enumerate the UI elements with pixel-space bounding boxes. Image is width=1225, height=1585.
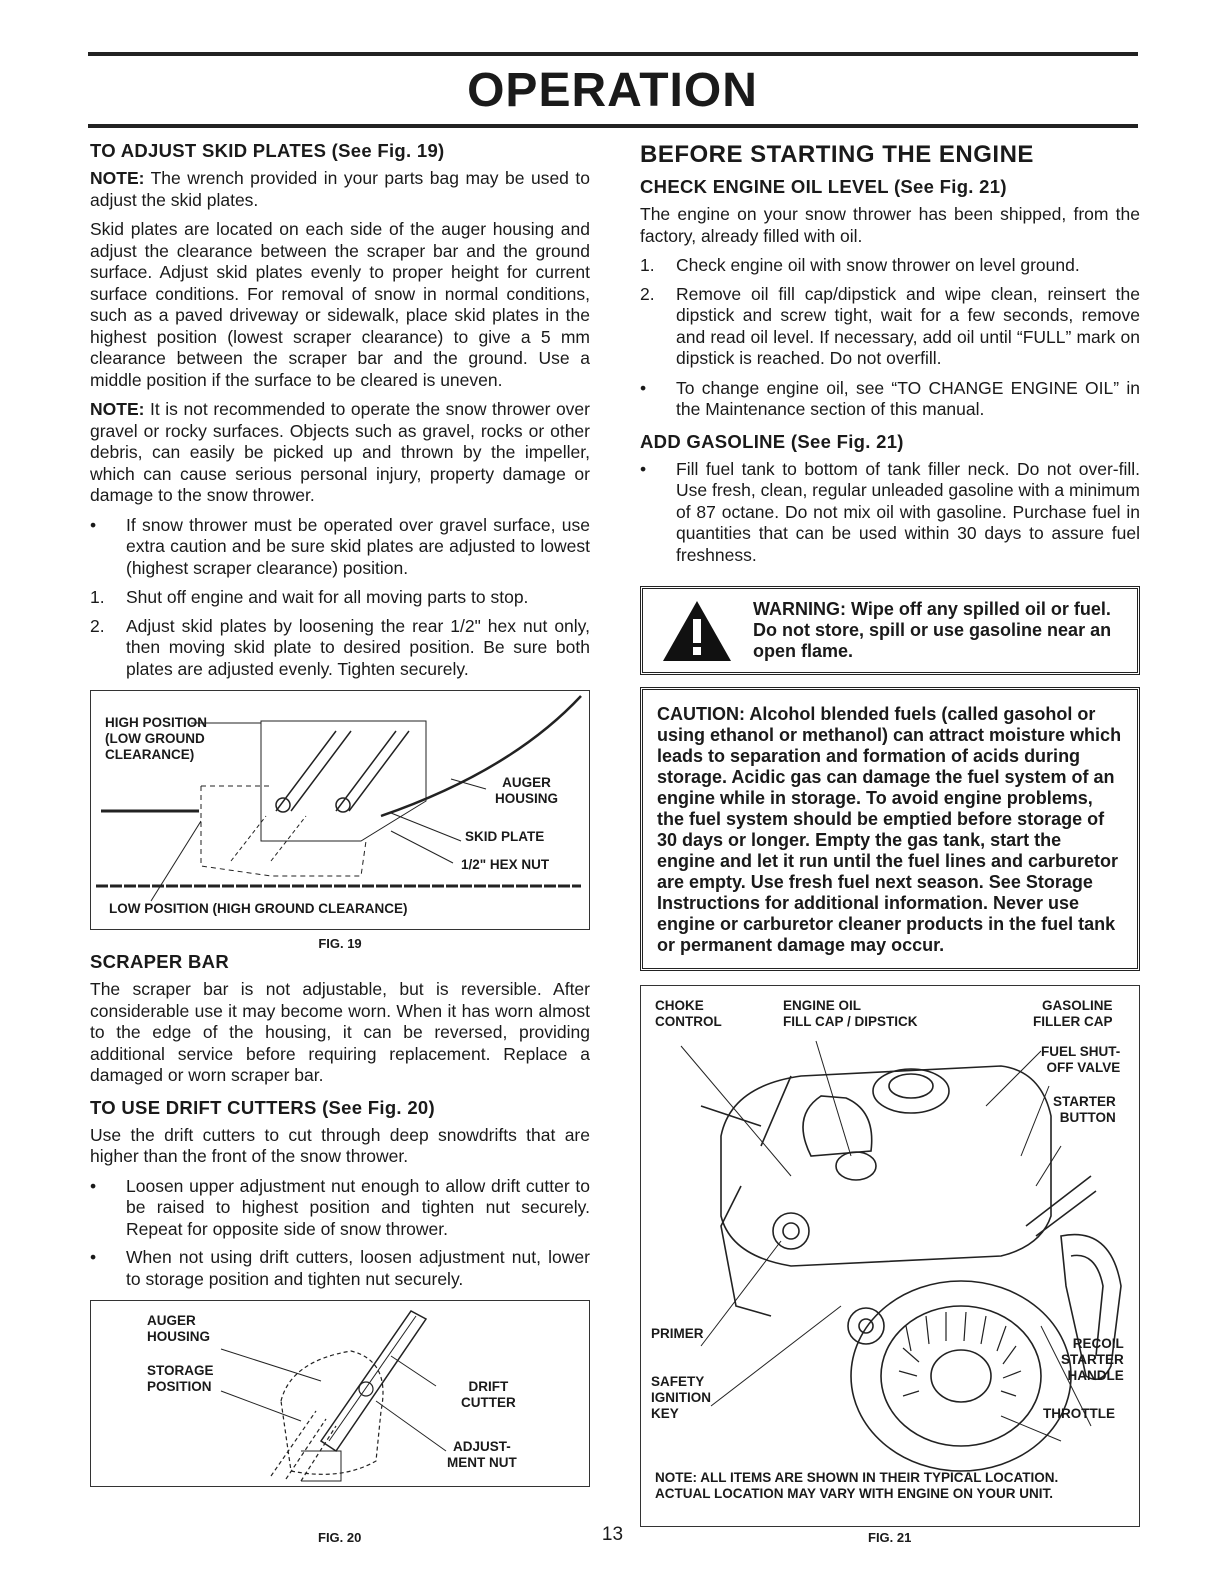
list-item: • To change engine oil, see “TO CHANGE ENGINE OIL” in the Maintenance section of this manual. <box>640 377 1140 419</box>
label-engine-oil: ENGINE OIL FILL CAP / DIPSTICK <box>783 998 918 1029</box>
skid-bullets <box>90 515 590 580</box>
label-drift-cutter: DRIFT CUTTER <box>461 1379 516 1410</box>
label-primer: PRIMER <box>651 1326 704 1341</box>
figure-19 <box>90 690 590 930</box>
title-underline <box>88 124 1138 128</box>
label-gasoline-filler: GASOLINE FILLER CAP <box>1033 998 1113 1029</box>
page-number: 13 <box>601 1524 624 1545</box>
label-adjustment-nut: ADJUST- MENT NUT <box>447 1439 517 1470</box>
fig-19-caption: FIG. 19 <box>318 936 362 951</box>
caution-box <box>640 687 1140 971</box>
list-item: 1. Check engine oil with snow thrower on level ground. <box>640 255 1080 275</box>
label-auger-housing-20: AUGER HOUSING <box>147 1313 211 1344</box>
top-rule <box>88 52 1138 56</box>
fig-20-caption: FIG. 20 <box>318 1530 362 1545</box>
label-high-position: HIGH POSITION (LOW GROUND CLEARANCE) <box>105 715 208 762</box>
label-safety-key: SAFETY IGNITION KEY <box>651 1374 711 1421</box>
list-item: 2. Adjust skid plates by loosening the rear 1/2" hex nut only, then moving skid plate to desired position. Be sure both plates are adjusted evenly. Tighten securely. <box>90 615 590 679</box>
label-choke-control: CHOKE CONTROL <box>655 998 722 1029</box>
list-item: • When not using drift cutters, loosen adjustment nut, lower to storage position and tighten nut securely. <box>90 1247 590 1289</box>
drift-bullets <box>90 1176 590 1291</box>
label-auger-housing: AUGER HOUSING <box>495 775 559 806</box>
section-heading: BEFORE STARTING THE ENGINE <box>640 141 1034 168</box>
oil-heading: CHECK ENGINE OIL LEVEL (See Fig. 21) <box>640 176 1007 197</box>
warning-triangle-icon <box>661 599 733 663</box>
figure-21 <box>640 985 1140 1527</box>
skid-note-2: NOTE: It is not recommended to operate the snow thrower over gravel or rocky surfaces. Objects such as gravel, rocks or other debris, can easily be picked up and thrown by the impeller, which can cause serious personal injury, property damage or damage to the snow thrower. <box>90 399 590 505</box>
warning-box <box>640 586 1140 675</box>
list-item: • Loosen upper adjustment nut enough to allow drift cutter to be raised to highest position and tighten nut securely. Repeat for opposite side of snow thrower. <box>90 1175 590 1239</box>
skid-steps <box>90 587 590 680</box>
gas-heading: ADD GASOLINE (See Fig. 21) <box>640 430 904 452</box>
drift-para: Use the drift cutters to cut through deep snowdrifts that are higher than the front of the snow thrower. <box>90 1124 590 1166</box>
skid-note-1: NOTE: The wrench provided in your parts bag may be used to adjust the skid plates. <box>90 168 590 210</box>
skid-para: Skid plates are located on each side of the auger housing and adjust the clearance between the scraper bar and the ground surface. Adjust skid plates evenly to proper height for current surface conditions. For removal of snow in normal conditions, such as a paved driveway or sidewalk, place skid plates in the highest position (lowest scraper clearance) to give a 5 mm clearance between the scraper bar and the ground. Use a middle position if the surface to be cleared is uneven. <box>90 219 590 390</box>
skid-heading: TO ADJUST SKID PLATES (See Fig. 19) <box>90 140 445 161</box>
caution-text: CAUTION: Alcohol blended fuels (called gasohol or using ethanol or methanol) can attract moisture which leads to separation and formation of acids during storage. Acidic gas can damage the fuel system of an engine while in storage. To avoid engine problems, the fuel system should be emptied before storage of 30 days or longer. Empty the gas tank, start the engine and let it run until the fuel lines and carburetor are empty. Use fresh fuel next season. See Storage Instructions for additional information. Never use engine or carburetor cleaner products in the fuel tank or permanent damage may occur. <box>657 704 1122 955</box>
list-item: • Fill fuel tank to bottom of tank filler neck. Do not over-fill. Use fresh, clean, regular unleaded gasoline with a minimum of 87 octane. Do not mix oil with gasoline. Purchase fuel in quantities that can be used within 30 days to assure fuel freshness. <box>640 458 1140 565</box>
label-skid-plate: SKID PLATE <box>465 829 545 844</box>
label-hex-nut: 1/2" HEX NUT <box>461 857 550 872</box>
right-column <box>640 138 1140 1527</box>
oil-para: The engine on your snow thrower has been shipped, from the factory, already filled with oil. <box>640 204 1140 246</box>
label-recoil-starter: RECOIL STARTER HANDLE <box>1061 1336 1124 1383</box>
page-title: OPERATION <box>467 64 758 117</box>
scraper-heading: SCRAPER BAR <box>90 951 229 972</box>
list-item: 1. Shut off engine and wait for all moving parts to stop. <box>90 587 529 607</box>
label-throttle: THROTTLE <box>1043 1406 1115 1421</box>
list-item: 2. Remove oil fill cap/dipstick and wipe clean, reinsert the dipstick and screw tight, wait for a few seconds, remove and read oil level. If necessary, add oil until “FULL” mark on dipstick is reached. Do not overfill. <box>640 283 1140 368</box>
figure-20 <box>90 1300 590 1487</box>
fig-21-caption: FIG. 21 <box>868 1530 912 1545</box>
label-fuel-shutoff: FUEL SHUT- OFF VALVE <box>1041 1044 1121 1075</box>
list-item: • If snow thrower must be operated over gravel surface, use extra caution and be sure skid plates are adjusted to lowest (highest scraper clearance) position. <box>90 514 590 578</box>
label-low-position: LOW POSITION (HIGH GROUND CLEARANCE) <box>109 901 408 916</box>
gas-bullets <box>640 459 1140 567</box>
scraper-para: The scraper bar is not adjustable, but is reversible. After considerable use it may become worn. When it has worn almost to the edge of the housing, it can be reversed, providing additional service before requiring replacement. Replace a damaged or worn scraper bar. <box>90 979 590 1085</box>
label-storage-position: STORAGE POSITION <box>147 1363 214 1394</box>
warning-text: WARNING: Wipe off any spilled oil or fuel. Do not store, spill or use gasoline near an open flame. <box>753 599 1112 661</box>
oil-bullets <box>640 378 1140 421</box>
fig-21-note: NOTE: ALL ITEMS ARE SHOWN IN THEIR TYPICAL LOCATION. ACTUAL LOCATION MAY VARY WITH ENGINE ON YOUR UNIT. <box>655 1470 1059 1501</box>
left-column <box>90 138 590 1487</box>
oil-steps <box>640 255 1140 370</box>
drift-heading: TO USE DRIFT CUTTERS (See Fig. 20) <box>90 1096 435 1118</box>
label-starter-button: STARTER BUTTON <box>1053 1094 1116 1125</box>
